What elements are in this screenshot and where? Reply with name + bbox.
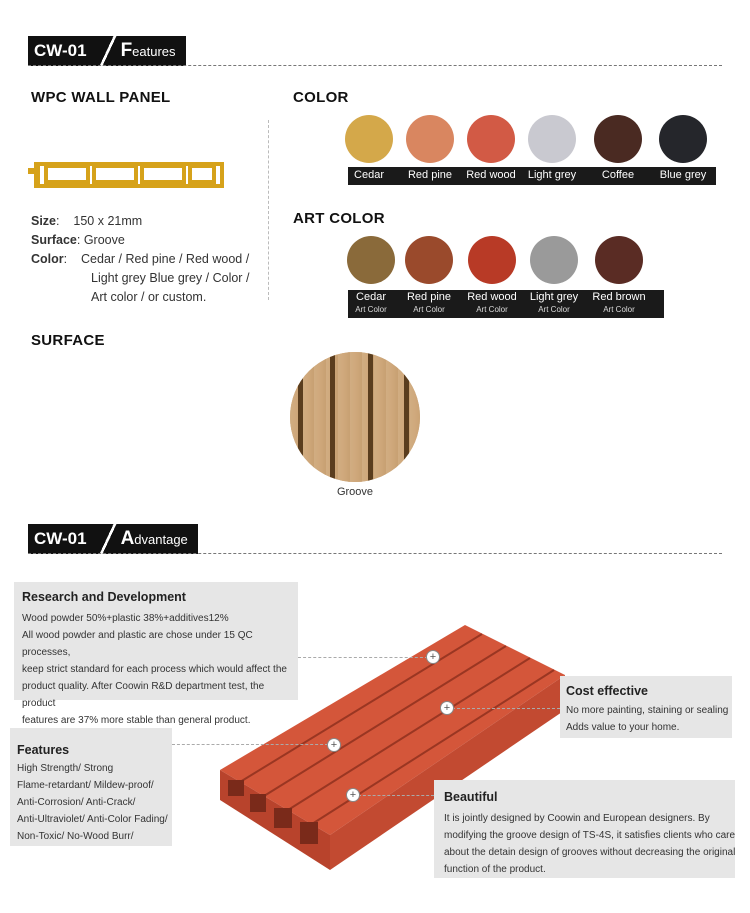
art-color-swatch-label: Red pine (406, 291, 452, 303)
art-color-title: ART COLOR (293, 210, 385, 227)
research-text: Wood powder 50%+plastic 38%+additives12% All wood powder and plastic are chose under 15 QC processes, keep strict standard for each process which would affect the product quality. After Coowin R&D department test, the product features are 37% more stable than general product. (22, 613, 287, 726)
art-color-swatch-label: Light grey (529, 291, 579, 303)
art-color-swatch-red-wood (468, 236, 516, 284)
art-color-swatch-sublabel: Art Color (355, 305, 387, 314)
advantage-header-rule (28, 553, 722, 554)
art-color-swatch-label: Red brown (592, 291, 646, 303)
art-color-swatch-sublabel: Art Color (413, 305, 445, 314)
product-title: WPC WALL PANEL (31, 89, 171, 106)
spec-block (31, 212, 271, 307)
features-header-rule (28, 65, 722, 66)
features-title: Features (17, 743, 70, 757)
features-box (10, 728, 172, 846)
features-header-word: F eatures (119, 36, 186, 66)
features-header-code: CW-01 (28, 36, 97, 66)
beautiful-leader (358, 795, 434, 796)
color-swatch-cedar (345, 115, 393, 163)
color-swatch-label: Light grey (527, 169, 577, 181)
research-box (14, 582, 298, 726)
header-slash-divider (97, 36, 119, 66)
art-color-swatch-cedar (347, 236, 395, 284)
art-color-swatch-label: Cedar (356, 291, 386, 303)
color-swatch-light-grey (528, 115, 576, 163)
art-color-swatch-sublabel: Art Color (538, 305, 570, 314)
art-color-swatch-red-pine (405, 236, 453, 284)
cost-title: Cost effective (566, 684, 648, 698)
plus-marker-icon: + (346, 788, 360, 802)
features-leader (172, 744, 328, 745)
art-color-swatch-label: Red wood (467, 291, 517, 303)
color-title: COLOR (293, 89, 349, 106)
size-row: Size: 150 x 21mm (31, 214, 143, 228)
color-swatch-label: Blue grey (659, 169, 707, 181)
color-row-2: Light grey Blue grey / Color / (91, 271, 250, 285)
research-title: Research and Development (22, 590, 186, 604)
vertical-divider (268, 120, 269, 300)
groove-sample-image (290, 352, 420, 482)
cost-box (560, 676, 732, 738)
color-row-3: Art color / or custom. (91, 290, 207, 304)
color-row: Color: Cedar / Red pine / Red wood / (31, 252, 250, 266)
header-slash-divider (97, 524, 119, 554)
color-swatch-blue-grey (659, 115, 707, 163)
color-swatch-label: Cedar (354, 169, 384, 181)
advantage-header-tab (28, 524, 198, 554)
art-color-swatch-light-grey (530, 236, 578, 284)
art-color-swatch-sublabel: Art Color (476, 305, 508, 314)
groove-sample-label: Groove (336, 486, 374, 498)
art-color-swatch-sublabel: Art Color (603, 305, 635, 314)
color-swatch-red-wood (467, 115, 515, 163)
color-swatch-label: Red pine (407, 169, 453, 181)
color-swatch-label: Red wood (466, 169, 516, 181)
art-color-swatch-red-brown (595, 236, 643, 284)
cost-text: No more painting, staining or sealing Adds value to your home. (566, 705, 729, 733)
plus-marker-icon: + (327, 738, 341, 752)
beautiful-box (434, 780, 735, 878)
surface-title: SURFACE (31, 332, 105, 349)
advantage-header-word: A dvantage (119, 524, 198, 554)
cost-leader (452, 708, 560, 709)
color-swatch-red-pine (406, 115, 454, 163)
color-swatch-coffee (594, 115, 642, 163)
surface-row: Surface: Groove (31, 233, 125, 247)
plus-marker-icon: + (440, 701, 454, 715)
research-leader (298, 657, 428, 658)
beautiful-text: It is jointly designed by Coowin and European designers. By modifying the groove design of TS-4S, it satisfies clients who care about the detain design of grooves without decreasing the original function of the product. (444, 813, 736, 875)
beautiful-title: Beautiful (444, 790, 498, 804)
advantage-header-code: CW-01 (28, 524, 97, 554)
features-header-tab (28, 36, 186, 66)
color-swatch-label: Coffee (601, 169, 635, 181)
panel-profile-drawing (28, 158, 228, 190)
plus-marker-icon: + (426, 650, 440, 664)
features-text: High Strength/ Strong Flame-retardant/ Mildew-proof/ Anti-Corrosion/ Anti-Crack/ Anti-Ultraviolet/ Anti-Color Fading/ Non-Toxic/ No-Wood Burr/ (17, 763, 168, 842)
